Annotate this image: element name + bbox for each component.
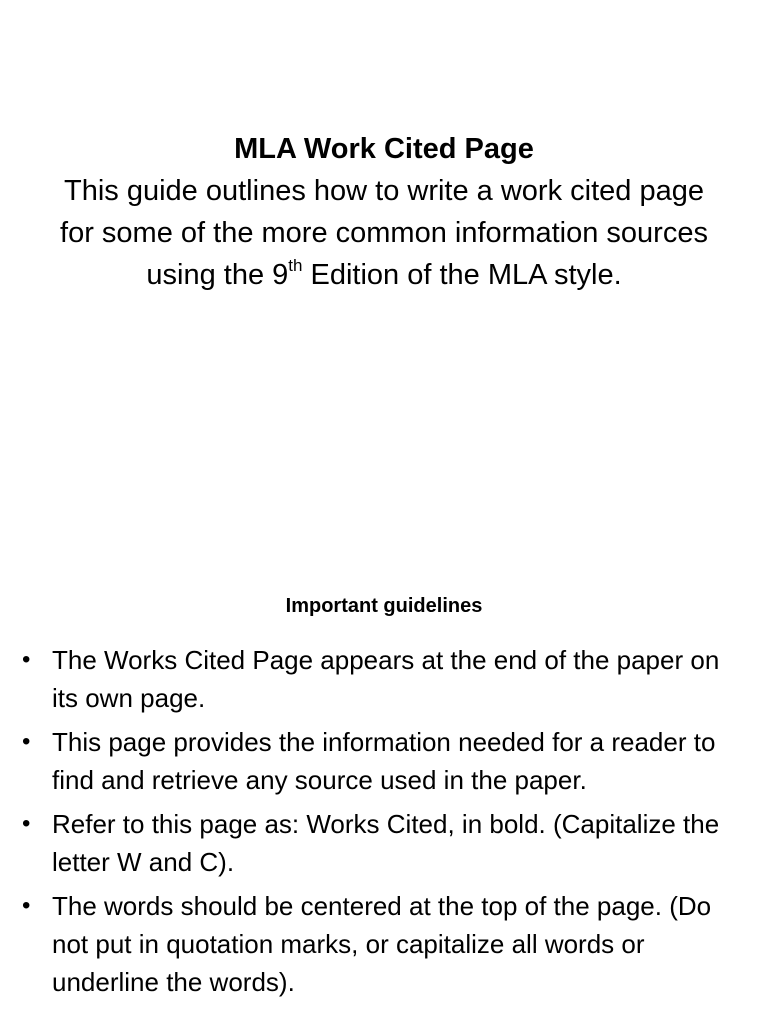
page-title: MLA Work Cited Page — [234, 133, 534, 165]
list-item — [0, 805, 768, 881]
slide-title — [60, 128, 708, 296]
guidelines-heading: Important guidelines — [285, 595, 483, 617]
list-item — [0, 641, 768, 717]
bullet-icon: • — [22, 892, 31, 919]
intro-text — [60, 175, 708, 291]
intro-text-end: Edition of the MLA style. — [302, 259, 622, 291]
guidelines-list — [0, 641, 768, 1007]
list-item — [0, 887, 768, 1001]
list-item-text: The Works Cited Page appears at the end of the paper on its own page. — [52, 645, 720, 713]
list-item-text: Refer to this page as: Works Cited, in bold. (Capitalize the letter W and C). — [52, 809, 720, 877]
list-item — [0, 723, 768, 799]
bullet-icon: • — [22, 728, 31, 755]
ordinal-superscript: th — [288, 256, 303, 276]
list-item-text: This page provides the information needed for a reader to find and retrieve any source used in the paper. — [52, 727, 716, 795]
intro-text-main: This guide outlines how to write a work cited page for some of the more common information sources using the 9 — [60, 175, 708, 291]
list-item-text: The words should be centered at the top of the page. (Do not put in quotation marks, or capitalize all words or underline the words). — [52, 891, 712, 997]
bullet-icon: • — [22, 646, 31, 673]
bullet-icon: • — [22, 810, 31, 837]
